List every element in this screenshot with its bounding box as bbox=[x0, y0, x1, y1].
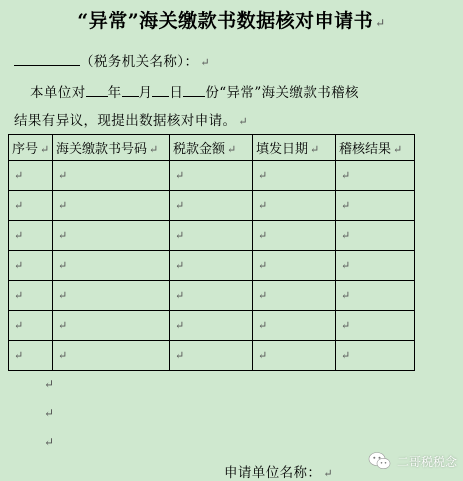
body-line-2 bbox=[14, 109, 248, 129]
watermark-text: 二哥税税念 bbox=[396, 454, 457, 469]
table-cell[interactable] bbox=[253, 341, 336, 371]
table-cell[interactable] bbox=[9, 341, 53, 371]
paragraph-mark: ↵ bbox=[58, 199, 68, 212]
body-line-1 bbox=[30, 81, 359, 101]
paragraph-mark: ↵ bbox=[341, 169, 351, 182]
year-blank bbox=[86, 83, 108, 97]
paragraph-mark: ↵ bbox=[14, 289, 24, 302]
day-blank bbox=[152, 83, 169, 97]
applicant-line bbox=[224, 461, 333, 481]
table-cell[interactable] bbox=[9, 221, 53, 251]
year-label: 年 bbox=[107, 85, 122, 101]
table-cell[interactable] bbox=[9, 161, 53, 191]
table-cell[interactable] bbox=[336, 191, 415, 221]
table-row bbox=[9, 161, 415, 191]
paragraph-mark: ↵ bbox=[175, 289, 185, 302]
title-text: “异常”海关缴款书数据核对申请书 bbox=[77, 10, 374, 32]
paragraph-mark: ↵ bbox=[341, 349, 351, 362]
paragraph-mark: ↵ bbox=[58, 289, 68, 302]
table-row bbox=[9, 311, 415, 341]
paragraph-mark: ↵ bbox=[14, 229, 24, 242]
paragraph-mark: ↵ bbox=[14, 199, 24, 212]
table-cell[interactable] bbox=[9, 191, 53, 221]
table-cell[interactable] bbox=[53, 191, 170, 221]
paragraph-mark: ↵ bbox=[14, 349, 24, 362]
paragraph-mark: ↵ bbox=[258, 259, 268, 272]
table-cell[interactable] bbox=[253, 161, 336, 191]
table-row bbox=[9, 191, 415, 221]
paragraph-mark: ↵ bbox=[258, 169, 268, 182]
table-cell[interactable] bbox=[53, 341, 170, 371]
table-cell[interactable] bbox=[336, 251, 415, 281]
table-cell[interactable] bbox=[253, 281, 336, 311]
paragraph-mark: ↵ bbox=[44, 435, 55, 449]
paragraph-mark: ↵ bbox=[175, 199, 185, 212]
paragraph-mark: ↵ bbox=[375, 16, 386, 30]
table-row bbox=[9, 251, 415, 281]
paragraph-mark: ↵ bbox=[175, 169, 185, 182]
header-cell: 序号 ↵ bbox=[9, 135, 53, 161]
paragraph-mark: ↵ bbox=[258, 229, 268, 242]
paragraph-mark: ↵ bbox=[175, 349, 185, 362]
table-cell[interactable] bbox=[170, 251, 253, 281]
applicant-label: 申请单位名称： bbox=[224, 465, 322, 481]
paragraph-mark: ↵ bbox=[341, 199, 351, 212]
paragraph-mark: ↵ bbox=[58, 169, 68, 182]
table-cell[interactable] bbox=[53, 251, 170, 281]
paragraph-mark: ↵ bbox=[341, 229, 351, 242]
table-cell[interactable] bbox=[336, 281, 415, 311]
day-label: 日 bbox=[169, 85, 184, 101]
table-cell[interactable] bbox=[253, 311, 336, 341]
table-header-row bbox=[9, 135, 415, 161]
body-line-2-text: 结果有异议，现提出数据核对申请。 bbox=[14, 113, 237, 129]
paragraph-mark: ↵ bbox=[258, 319, 268, 332]
paragraph-mark: ↵ bbox=[258, 199, 268, 212]
table-cell[interactable] bbox=[53, 221, 170, 251]
table-cell[interactable] bbox=[336, 311, 415, 341]
month-label: 月 bbox=[138, 85, 153, 101]
table-cell[interactable] bbox=[253, 251, 336, 281]
agency-label: （税务机关名称）： bbox=[80, 54, 199, 70]
table-cell[interactable] bbox=[170, 311, 253, 341]
table-cell[interactable] bbox=[170, 221, 253, 251]
paragraph-mark: ↵ bbox=[58, 229, 68, 242]
count-blank bbox=[183, 83, 205, 97]
table-cell[interactable] bbox=[170, 281, 253, 311]
table-cell[interactable] bbox=[53, 311, 170, 341]
paragraph-mark: ↵ bbox=[58, 259, 68, 272]
table-cell[interactable] bbox=[9, 281, 53, 311]
paragraph-mark: ↵ bbox=[258, 349, 268, 362]
body-prefix: 本单位对 bbox=[30, 85, 86, 101]
table-cell[interactable] bbox=[53, 281, 170, 311]
paragraph-mark: ↵ bbox=[258, 289, 268, 302]
data-table bbox=[8, 134, 415, 371]
paragraph-mark: ↵ bbox=[175, 319, 185, 332]
paragraph-mark: ↵ bbox=[341, 289, 351, 302]
table-cell[interactable] bbox=[336, 161, 415, 191]
header-cell: 税款金额 ↵ bbox=[170, 135, 253, 161]
paragraph-mark: ↵ bbox=[14, 319, 24, 332]
header-cell: 填发日期 ↵ bbox=[253, 135, 336, 161]
paragraph-mark: ↵ bbox=[14, 169, 24, 182]
table-row bbox=[9, 341, 415, 371]
paragraph-mark: ↵ bbox=[14, 259, 24, 272]
table-cell[interactable] bbox=[53, 161, 170, 191]
paragraph-mark: ↵ bbox=[200, 56, 210, 69]
table-row bbox=[9, 221, 415, 251]
paragraph-mark: ↵ bbox=[323, 467, 333, 480]
paragraph-mark: ↵ bbox=[175, 229, 185, 242]
wechat-icon bbox=[368, 451, 392, 471]
paragraph-mark: ↵ bbox=[238, 115, 249, 128]
agency-blank bbox=[14, 52, 80, 66]
table-cell[interactable] bbox=[170, 191, 253, 221]
table-body bbox=[9, 161, 415, 371]
paragraph-mark: ↵ bbox=[175, 259, 185, 272]
table-cell[interactable] bbox=[170, 341, 253, 371]
header-cell: 稽核结果 ↵ bbox=[336, 135, 415, 161]
paragraph-mark: ↵ bbox=[44, 406, 55, 420]
table-cell[interactable] bbox=[9, 311, 53, 341]
table-cell[interactable] bbox=[336, 341, 415, 371]
paragraph-mark: ↵ bbox=[58, 349, 68, 362]
table-row bbox=[9, 281, 415, 311]
table-cell[interactable] bbox=[253, 191, 336, 221]
table-cell[interactable] bbox=[336, 221, 415, 251]
watermark bbox=[368, 451, 457, 471]
table-cell[interactable] bbox=[9, 251, 53, 281]
table-cell[interactable] bbox=[253, 221, 336, 251]
agency-line bbox=[14, 50, 210, 70]
paragraph-mark: ↵ bbox=[44, 377, 55, 391]
body-suffix: 份“异常”海关缴款书稽核 bbox=[205, 85, 359, 101]
header-cell: 海关缴款书号码 ↵ bbox=[53, 135, 170, 161]
paragraph-mark: ↵ bbox=[341, 259, 351, 272]
document-title bbox=[0, 6, 463, 33]
paragraph-mark: ↵ bbox=[341, 319, 351, 332]
table-cell[interactable] bbox=[170, 161, 253, 191]
month-blank bbox=[122, 83, 139, 97]
paragraph-mark: ↵ bbox=[58, 319, 68, 332]
